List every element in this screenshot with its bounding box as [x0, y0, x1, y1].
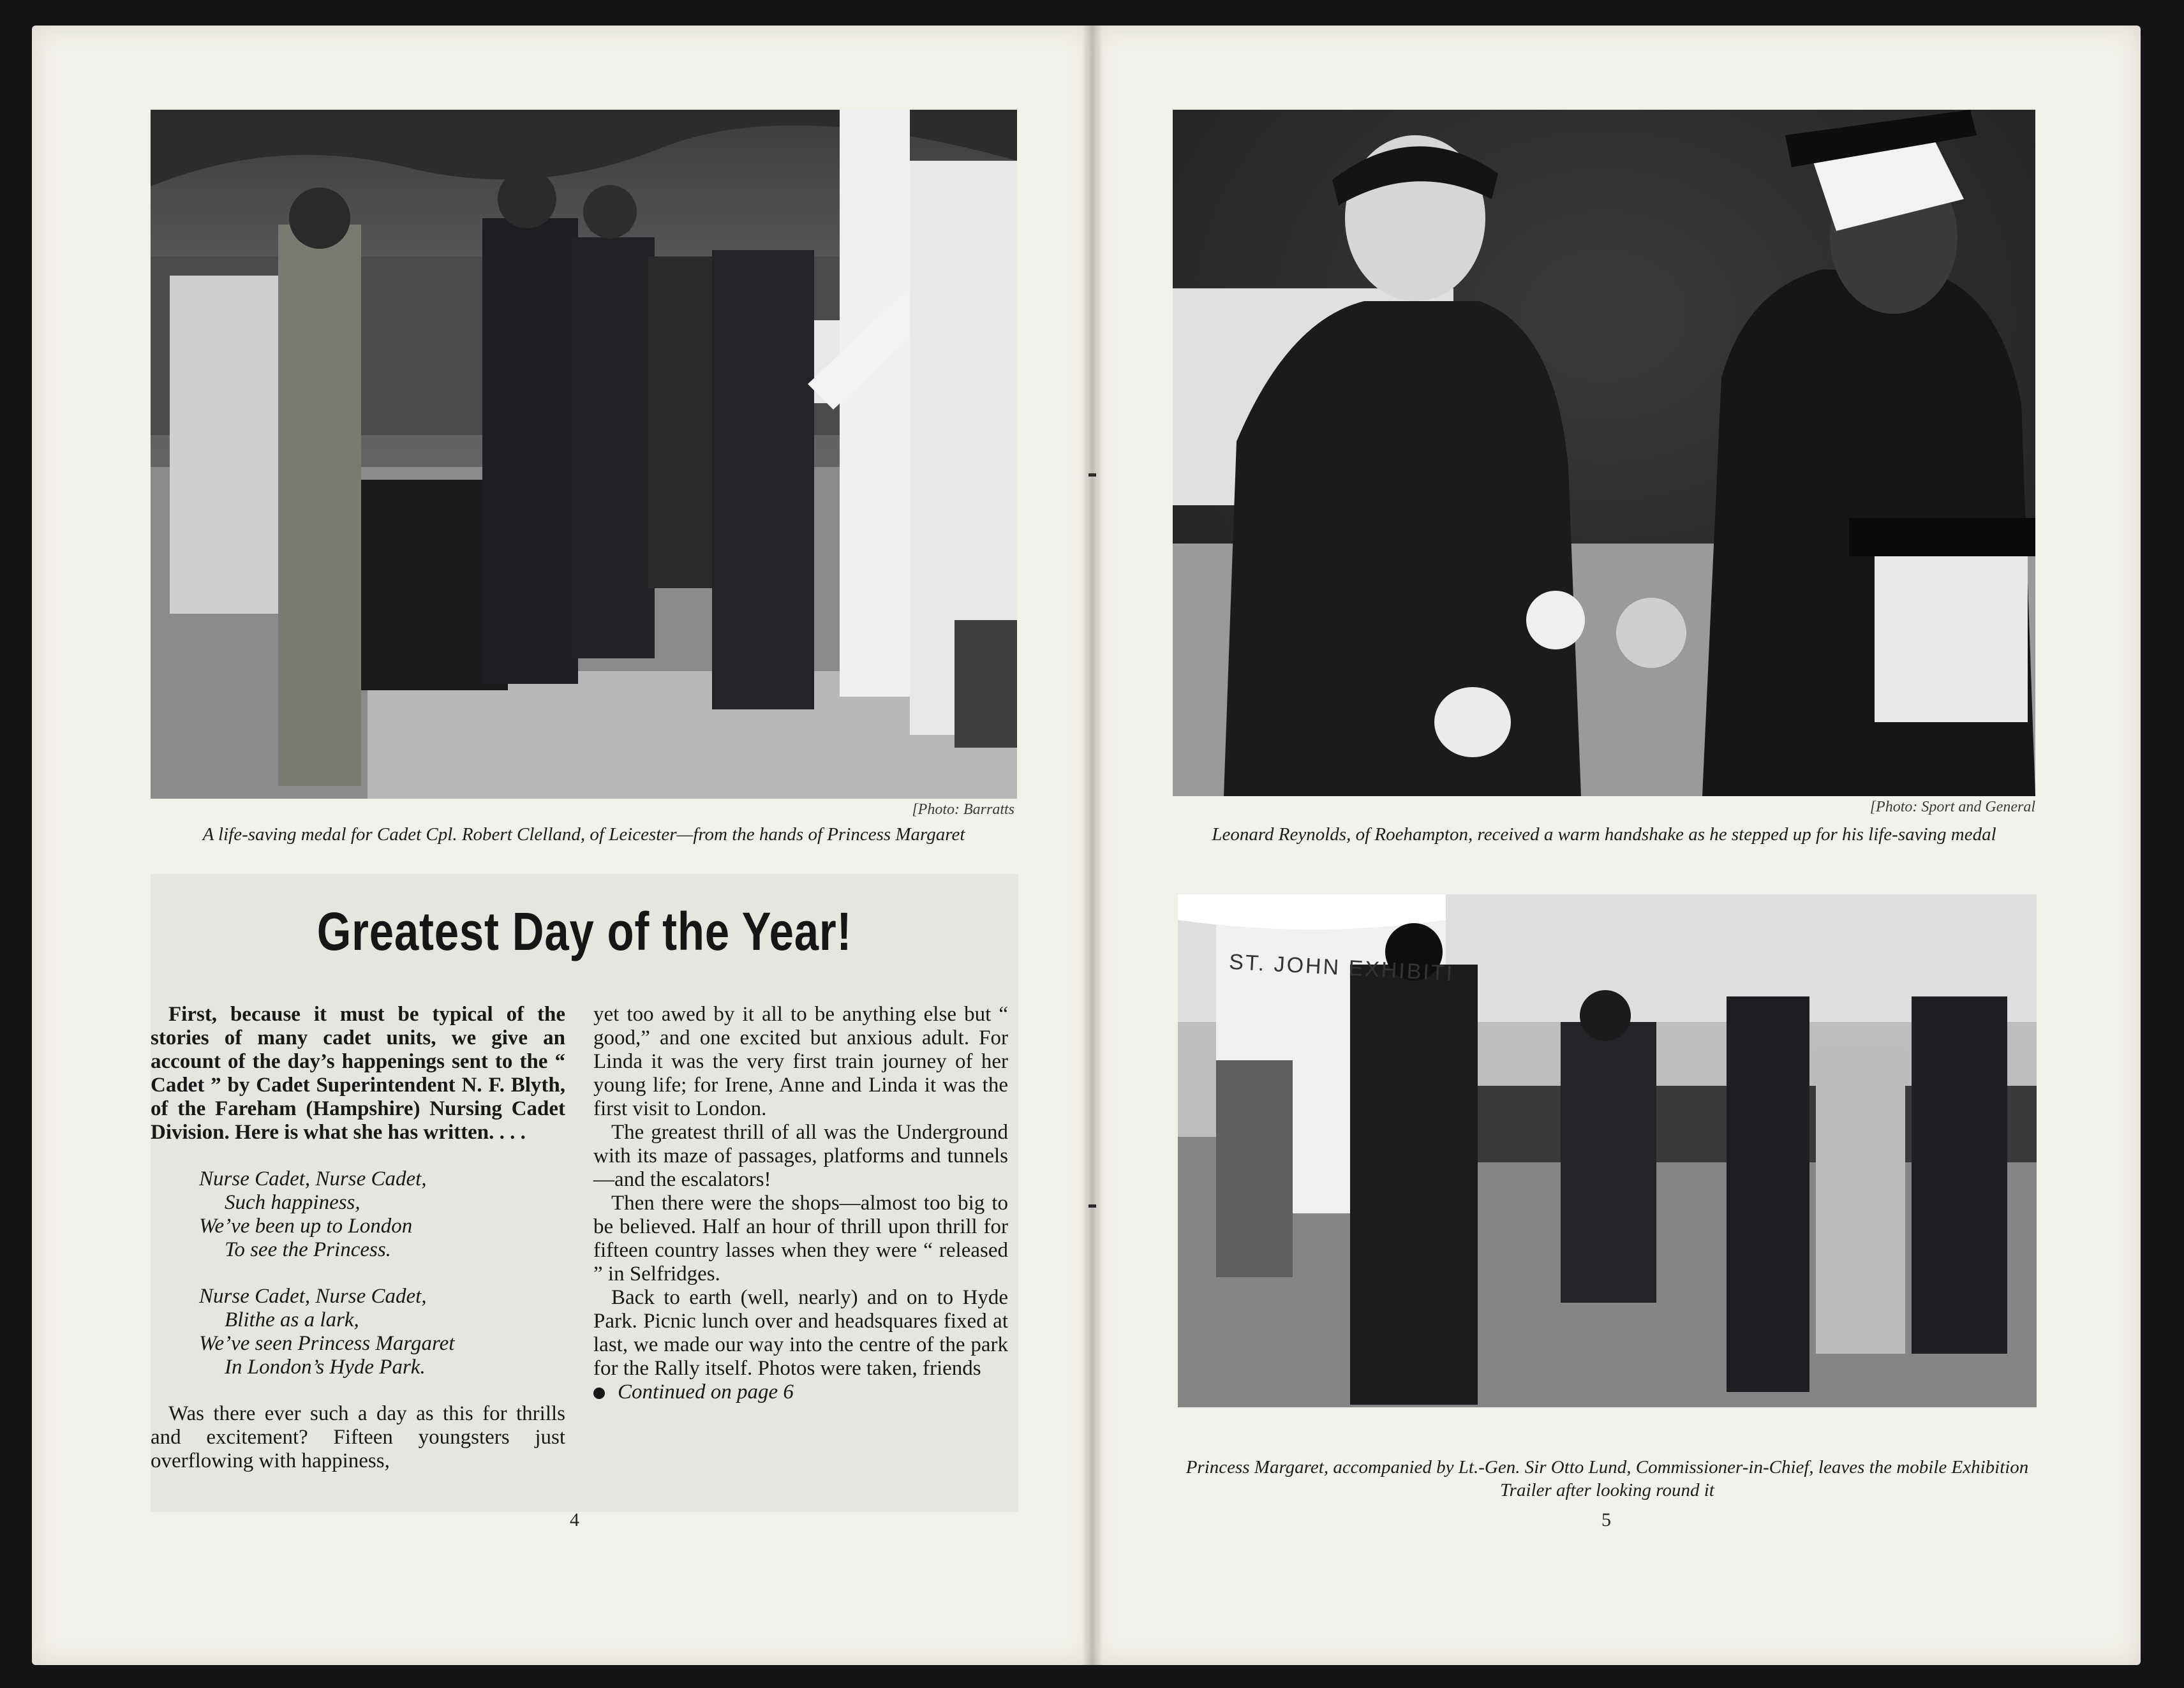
- article-column-1: [151, 1003, 565, 1473]
- bullet-icon: [593, 1388, 605, 1399]
- article-headline: Greatest Day of the Year!: [316, 901, 852, 961]
- page-number: 4: [570, 1509, 579, 1530]
- continued-note: [593, 1381, 1008, 1404]
- photo-credit: [Photo: Sport and General: [1869, 799, 2035, 815]
- article-paragraph: Then there were the shops—almost too big to be believed. Half an hour of thrill upon thrill for fifteen country lasses when they were “ released ” in Selfridges.: [593, 1192, 1008, 1285]
- article-intro: First, because it must be typical of the stories of many cadet units, we give an account of the day’s happenings sent to the “ Cadet ” by Cadet Superintendent N. F. Blyth, of the Fareham (Hampshire) Nursing Cadet Division. Here is what she has written. . . .: [151, 1003, 565, 1144]
- article-paragraph: Back to earth (well, nearly) and on to Hyde Park. Picnic lunch over and headsquares fixed at last, we made our way into the centre of the park for the Rally itself. Photos were taken, friends: [593, 1286, 1008, 1380]
- handshake-photo: [1173, 110, 2035, 796]
- medal-presentation-photo: [151, 110, 1017, 799]
- verse-line: Blithe as a lark,: [225, 1308, 359, 1331]
- verse-line: We’ve been up to London: [199, 1215, 413, 1238]
- photo-credit: [Photo: Barratts: [912, 801, 1014, 818]
- trailer-signage: ST. JOHN EXHIBITI: [1228, 949, 1455, 986]
- verse-line: We’ve seen Princess Margaret: [199, 1332, 455, 1355]
- article-paragraph: Was there ever such a day as this for thrills and excitement? Fifteen youngsters just overflowing with happiness,: [151, 1402, 565, 1472]
- verse-stanza: [199, 1285, 565, 1379]
- photo-caption: Leonard Reynolds, of Roehampton, received a warm handshake as he stepped up for his life-saving medal: [1212, 824, 1996, 845]
- photo-caption: Princess Margaret, accompanied by Lt.-Gen. Sir Otto Lund, Commissioner-in-Chief, leaves the mobile Exhibition Trailer after looking round it: [1185, 1457, 2029, 1500]
- staple: [1088, 1204, 1096, 1208]
- article-paragraph: The greatest thrill of all was the Underground with its maze of passages, platforms and tunnels—and the escalators!: [593, 1121, 1008, 1191]
- verse-line: To see the Princess.: [225, 1238, 391, 1261]
- article-column-2: [593, 1003, 1008, 1404]
- page-number: 5: [1601, 1509, 1611, 1530]
- continued-text: Continued on page 6: [618, 1381, 794, 1403]
- photo-caption: A life-saving medal for Cadet Cpl. Robert Clelland, of Leicester—from the hands of Princess Margaret: [202, 824, 965, 845]
- verse-line: Nurse Cadet, Nurse Cadet,: [199, 1285, 427, 1308]
- verse-stanza: [199, 1167, 565, 1262]
- book-gutter: [1082, 26, 1103, 1665]
- verse-line: Such happiness,: [225, 1191, 360, 1214]
- staple: [1088, 473, 1096, 477]
- article-paragraph: yet too awed by it all to be anything else but “ good,” and one excited but anxious adult. For Linda it was the very first train journey of her young life; for Irene, Anne and Linda it was the first visit to London.: [593, 1003, 1008, 1120]
- verse-line: Nurse Cadet, Nurse Cadet,: [199, 1167, 427, 1190]
- verse-line: In London’s Hyde Park.: [225, 1356, 426, 1379]
